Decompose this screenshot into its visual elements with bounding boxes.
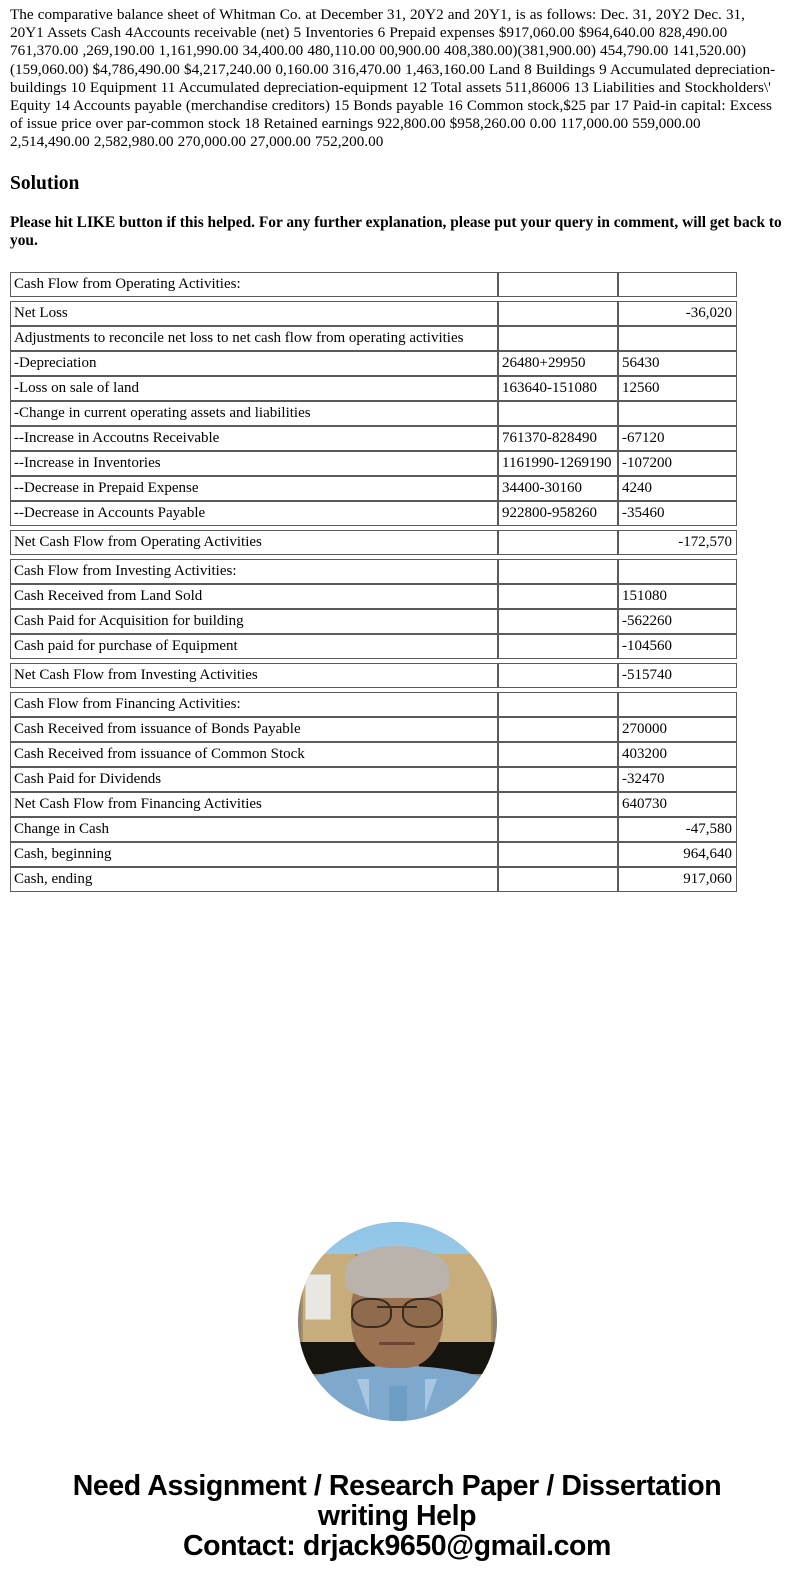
table-cell-amount: 4240 [618, 476, 737, 501]
question-paragraph: The comparative balance sheet of Whitman Co. at December 31, 20Y2 and 20Y1, is as follows: Dec. 31, 20Y2 Dec. 31, 20Y1 Assets Cash 4Accounts receivable (net) 5 Inventories 6 Prepaid expenses $917,060.00 $964,640.00 828,490.00 761,370.00 ,269,190.00 1,161,990.00 34,400.00 480,110.00 00,900.00 408,380.00)(381,900.00) 454,790.00 141,520.00) (159,060.00) $4,786,490.00 $4,217,240.00 0,160.00 316,470.00 1,463,160.00 Land 8 Buildings 9 Accumulated depreciation-buildings 10 Equipment 11 Accumulated depreciation-equipment 12 Total assets 511,86006 13 Liabilities and Stockholders\' Equity 14 Accounts payable (merchandise creditors) 15 Bonds payable 16 Common stock,$25 par 17 Paid-in capital: Excess of issue price over par-common stock 18 Retained earnings 922,800.00 $958,260.00 0.00 117,000.00 559,000.00 2,514,490.00 2,582,980.00 270,000.00 27,000.00 752,200.00 [10, 6, 776, 151]
cash-flow-table-body [10, 272, 737, 892]
table-row [10, 867, 737, 892]
table-row [10, 326, 737, 351]
table-cell-calculation [498, 842, 618, 867]
table-cell-calculation: 26480+29950 [498, 351, 618, 376]
table-row [10, 792, 737, 817]
table-cell-calculation [498, 530, 618, 555]
promo-line-1: Need Assignment / Research Paper / Dissertation [72, 1470, 722, 1503]
table-cell-calculation: 1161990-1269190 [498, 451, 618, 476]
table-cell-amount: -35460 [618, 501, 737, 526]
table-cell-calculation [498, 717, 618, 742]
table-cell-label: Net Cash Flow from Financing Activities [10, 792, 498, 817]
table-row [10, 663, 737, 688]
table-cell-calculation [498, 634, 618, 659]
table-row [10, 742, 737, 767]
table-cell-label: -Change in current operating assets and liabilities [10, 401, 498, 426]
tutor-photo-block [0, 1222, 794, 1421]
table-cell-label: Cash Paid for Acquisition for building [10, 609, 498, 634]
glasses-lens-left [351, 1298, 392, 1328]
table-cell-amount: -36,020 [618, 301, 737, 326]
table-cell-calculation [498, 326, 618, 351]
shirt-collar-right [425, 1379, 437, 1413]
table-cell-calculation [498, 663, 618, 688]
person-mouth [379, 1342, 415, 1345]
table-row [10, 559, 737, 584]
table-cell-amount [618, 559, 737, 584]
table-cell-label: Change in Cash [10, 817, 498, 842]
table-cell-amount: 151080 [618, 584, 737, 609]
table-cell-amount: 964,640 [618, 842, 737, 867]
table-row [10, 584, 737, 609]
table-cell-amount: -67120 [618, 426, 737, 451]
table-cell-amount: -104560 [618, 634, 737, 659]
table-cell-amount: 640730 [618, 792, 737, 817]
table-cell-amount: 270000 [618, 717, 737, 742]
table-cell-label: Cash Flow from Financing Activities: [10, 692, 498, 717]
person-hair [345, 1246, 448, 1298]
avatar [298, 1222, 497, 1421]
table-cell-label: Cash paid for purchase of Equipment [10, 634, 498, 659]
table-row [10, 634, 737, 659]
table-cell-calculation [498, 867, 618, 892]
table-cell-label: Cash Received from issuance of Common Stock [10, 742, 498, 767]
table-cell-calculation: 922800-958260 [498, 501, 618, 526]
table-cell-calculation [498, 817, 618, 842]
table-row [10, 272, 737, 297]
table-row [10, 767, 737, 792]
table-row [10, 301, 737, 326]
table-cell-label: Adjustments to reconcile net loss to net cash flow from operating activities [10, 326, 498, 351]
table-cell-label: Net Cash Flow from Investing Activities [10, 663, 498, 688]
promo-contact-email: Contact: drjack9650@gmail.com [182, 1530, 611, 1563]
promo-footer [0, 1471, 794, 1581]
table-row [10, 401, 737, 426]
promo-line-2: writing Help [317, 1500, 477, 1533]
table-row [10, 692, 737, 717]
background-white-object [305, 1274, 331, 1320]
table-cell-label: --Decrease in Accounts Payable [10, 501, 498, 526]
table-cell-label: Cash, beginning [10, 842, 498, 867]
table-row [10, 609, 737, 634]
table-row [10, 817, 737, 842]
table-cell-amount: -562260 [618, 609, 737, 634]
table-row [10, 451, 737, 476]
table-cell-amount [618, 326, 737, 351]
table-cell-label: Cash Received from issuance of Bonds Payable [10, 717, 498, 742]
table-cell-calculation [498, 584, 618, 609]
table-cell-calculation [498, 272, 618, 297]
table-cell-calculation [498, 742, 618, 767]
table-cell-amount: 12560 [618, 376, 737, 401]
table-cell-label: Net Cash Flow from Operating Activities [10, 530, 498, 555]
table-cell-label: Cash, ending [10, 867, 498, 892]
table-cell-label: Cash Flow from Investing Activities: [10, 559, 498, 584]
table-row [10, 530, 737, 555]
table-cell-amount [618, 401, 737, 426]
table-cell-label: --Increase in Inventories [10, 451, 498, 476]
table-row [10, 842, 737, 867]
table-cell-amount [618, 692, 737, 717]
table-cell-calculation [498, 301, 618, 326]
solution-heading: Solution [10, 172, 80, 194]
table-cell-label: Cash Received from Land Sold [10, 584, 498, 609]
table-row [10, 351, 737, 376]
table-cell-amount: -515740 [618, 663, 737, 688]
table-cell-label: --Decrease in Prepaid Expense [10, 476, 498, 501]
table-cell-label: Cash Paid for Dividends [10, 767, 498, 792]
table-cell-calculation [498, 609, 618, 634]
table-cell-amount: -32470 [618, 767, 737, 792]
table-cell-label: Net Loss [10, 301, 498, 326]
table-cell-amount: 56430 [618, 351, 737, 376]
table-cell-label: Cash Flow from Operating Activities: [10, 272, 498, 297]
glasses-icon [351, 1298, 443, 1324]
table-row [10, 376, 737, 401]
table-row [10, 717, 737, 742]
table-cell-label: --Increase in Accoutns Receivable [10, 426, 498, 451]
table-cell-label: -Depreciation [10, 351, 498, 376]
cash-flow-statement-table [10, 272, 737, 892]
table-cell-calculation [498, 692, 618, 717]
table-row [10, 426, 737, 451]
table-cell-calculation: 761370-828490 [498, 426, 618, 451]
person-tie [389, 1386, 407, 1422]
table-cell-calculation [498, 767, 618, 792]
table-cell-amount: 917,060 [618, 867, 737, 892]
table-cell-amount [618, 272, 737, 297]
table-row [10, 476, 737, 501]
table-row [10, 501, 737, 526]
table-cell-calculation [498, 401, 618, 426]
table-cell-calculation [498, 559, 618, 584]
table-cell-amount: 403200 [618, 742, 737, 767]
shirt-collar-left [357, 1379, 369, 1413]
table-cell-amount: -47,580 [618, 817, 737, 842]
like-request-note: Please hit LIKE button if this helped. For any further explanation, please put your query in comment, will get back to you. [10, 213, 782, 250]
table-cell-label: -Loss on sale of land [10, 376, 498, 401]
table-cell-amount: -107200 [618, 451, 737, 476]
glasses-bridge [377, 1306, 417, 1308]
table-cell-calculation: 163640-151080 [498, 376, 618, 401]
table-cell-calculation [498, 792, 618, 817]
table-cell-calculation: 34400-30160 [498, 476, 618, 501]
glasses-lens-right [402, 1298, 443, 1328]
table-cell-amount: -172,570 [618, 530, 737, 555]
cash-flow-statement-table-wrapper [10, 272, 737, 892]
